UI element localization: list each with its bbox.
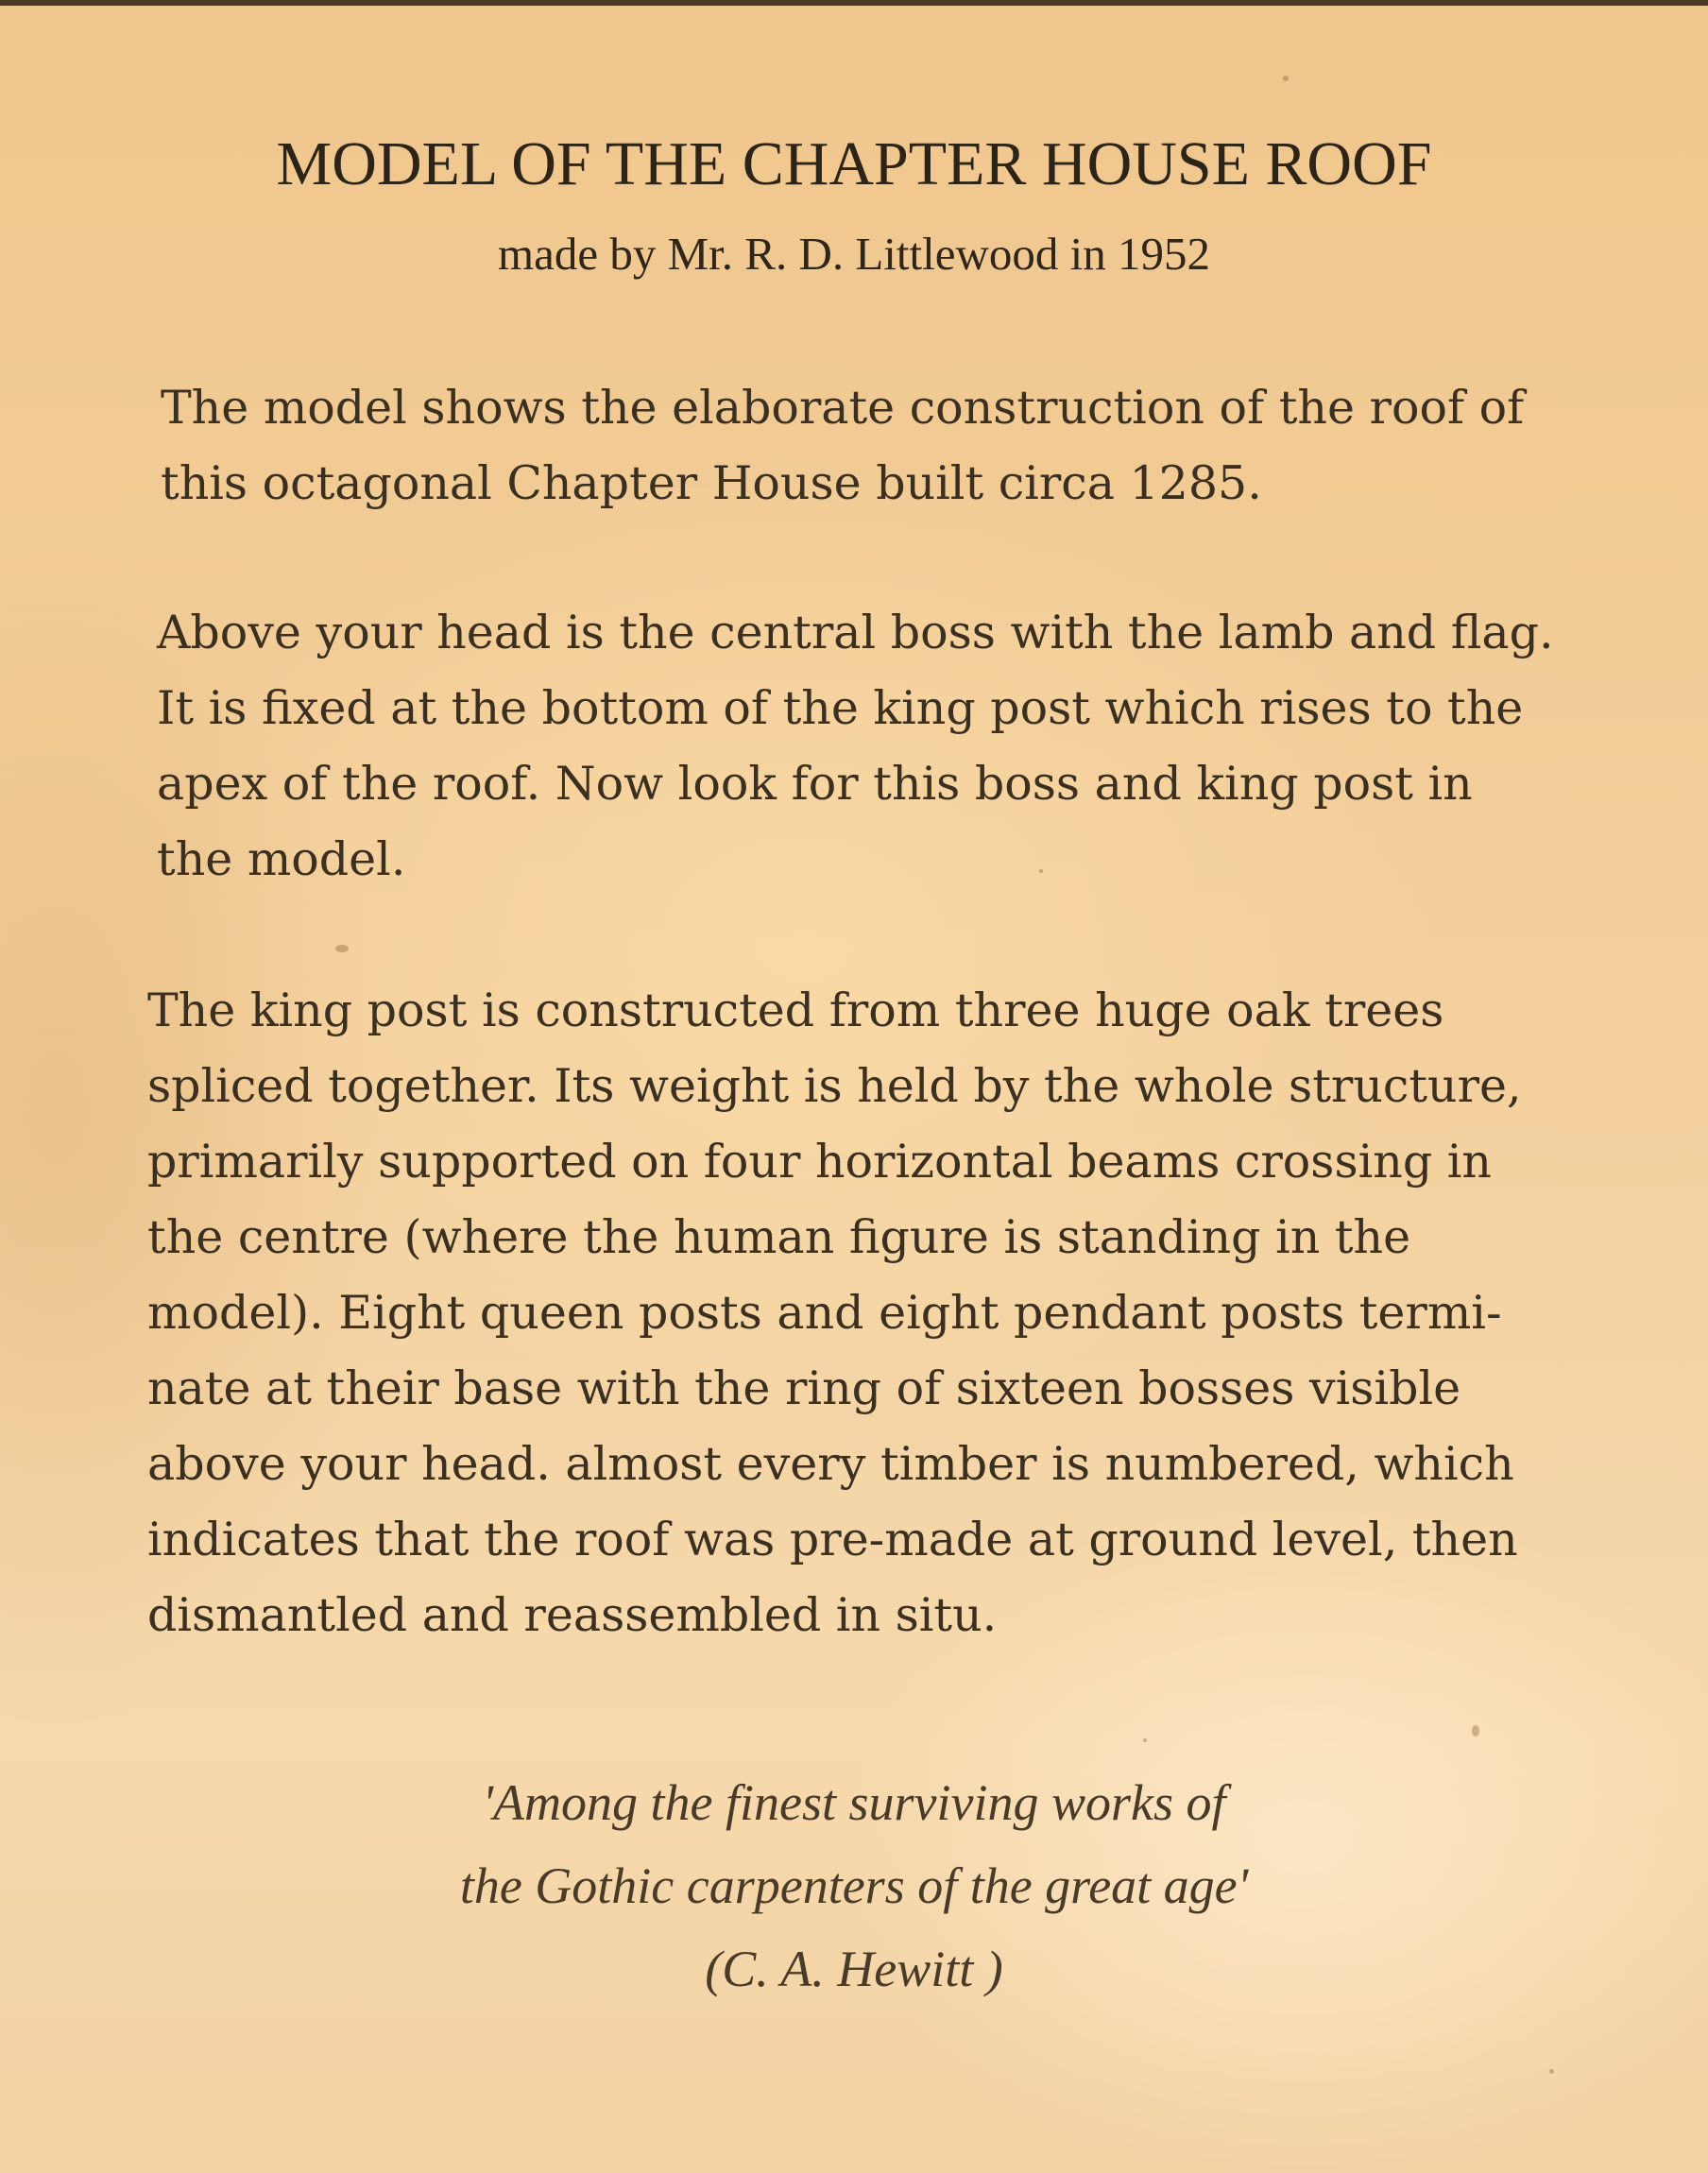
sign-title: MODEL OF THE CHAPTER HOUSE ROOF	[276, 129, 1432, 198]
paragraph-line: indicates that the roof was pre-made at ground level, then	[147, 1513, 1518, 1566]
paper-speck	[1283, 76, 1289, 81]
paragraph-line: primarily supported on four horizontal beams crossing in	[147, 1135, 1492, 1189]
paper-speck	[1143, 1738, 1147, 1742]
paragraph-line: The model shows the elaborate construction of the roof of	[161, 381, 1525, 435]
paragraph-line: The king post is constructed from three huge oak trees	[147, 984, 1444, 1037]
paragraph-central-boss	[157, 595, 1612, 898]
paragraph-line: the centre (where the human figure is standing in the	[147, 1210, 1411, 1264]
paper-speck	[335, 945, 349, 952]
paragraph-line: Above your head is the central boss with the lamb and flag.	[157, 606, 1554, 659]
paragraph-line: above your head. almost every timber is numbered, which	[147, 1437, 1514, 1491]
frame-top-edge	[0, 0, 1708, 6]
paper-speck	[1549, 2069, 1554, 2074]
quote-attribution: (C. A. Hewitt )	[705, 1941, 1003, 1997]
paper-speck	[1472, 1725, 1479, 1737]
hewitt-quote	[0, 1761, 1708, 2010]
sign-subtitle: made by Mr. R. D. Littlewood in 1952	[498, 228, 1210, 280]
paragraph-line: apex of the roof. Now look for this boss and king post in	[157, 757, 1473, 811]
paragraph-roof-construction	[161, 370, 1615, 522]
paragraph-line: nate at their base with the ring of sixteen bosses visible	[147, 1361, 1461, 1415]
quote-line: 'Among the finest surviving works of	[482, 1774, 1226, 1831]
paragraph-line: this octagonal Chapter House built circa 1285.	[161, 456, 1262, 510]
paragraph-line: spliced together. Its weight is held by the whole structure,	[147, 1059, 1522, 1113]
paragraph-line: the model.	[157, 832, 406, 886]
quote-line: the Gothic carpenters of the great age'	[459, 1857, 1249, 1914]
paragraph-line: It is fixed at the bottom of the king post which rises to the	[157, 681, 1524, 735]
paragraph-line: model). Eight queen posts and eight pendant posts termi-	[147, 1286, 1502, 1340]
paragraph-line: dismantled and reassembled in situ.	[147, 1588, 998, 1642]
paragraph-king-post	[147, 973, 1602, 1653]
